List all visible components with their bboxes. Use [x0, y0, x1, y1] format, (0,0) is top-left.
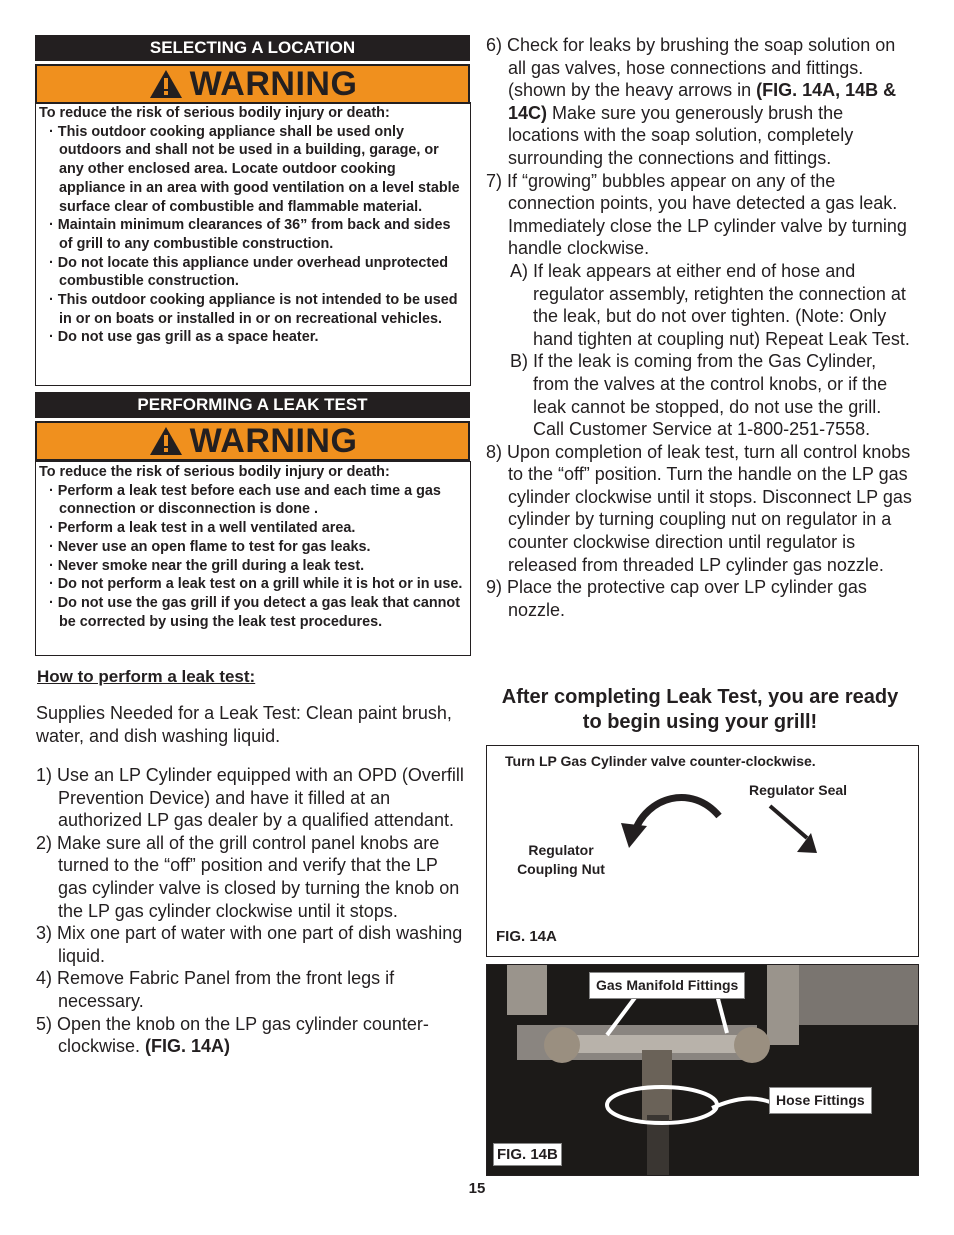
warning-item: · Maintain minimum clearances of 36” from back and sides of grill to any combustible construction. [49, 217, 451, 252]
supplies-paragraph: Supplies Needed for a Leak Test: Clean paint brush, water, and dish washing liquid. [36, 703, 452, 746]
warning-item: · Do not perform a leak test on a grill while it is hot or in use. [49, 576, 463, 593]
steps-list-left [36, 764, 464, 1058]
warning-banner-1 [35, 64, 470, 104]
warning-item: · Do not locate this appliance under overhead unprotected combustible construction. [49, 254, 448, 290]
page-number: 15 [468, 1180, 486, 1197]
step-item: 7) If “growing” bubbles appear on any of the connection points, you have detected a gas leak. Immediately close the LP cylinder valve by turning handle clockwise. [486, 170, 907, 259]
figure-14a [486, 745, 919, 957]
step-5-text: 5) Open the knob on the LP gas cylinder counter-clockwise. [36, 1013, 429, 1057]
step-subitem: A) If leak appears at either end of hose and regulator assembly, retighten the connection at the leak, but do not over tighten. (Note: Only hand tighten at coupling nut) Repeat Leak Test. [510, 260, 910, 349]
regulator-seal-label: Regulator Seal [749, 782, 848, 798]
warning-item: · Do not use the gas grill if you detect a gas leak that cannot be corrected by using the leak test procedures. [49, 594, 461, 630]
warning-box-leak-test [35, 461, 471, 656]
section-title-leak-test: PERFORMING A LEAK TEST [35, 392, 470, 418]
warning-word: WARNING [189, 64, 358, 103]
step-item: 2) Make sure all of the grill control panel knobs are turned to the “off” position and verify that the LP gas cylinder valve is closed by turning the knob on the LP gas cylinder clockwise until it stops. [36, 832, 460, 921]
step-item: 1) Use an LP Cylinder equipped with an OPD (Overfill Prevention Device) and have it filled at an authorized LP gas dealer by a qualified attendant. [36, 765, 464, 831]
step-subitem: B) If the leak is coming from the Gas Cylinder, from the valves at the control knobs, or if the leak cannot be stopped, do not use the grill. Call Customer Service at 1-800-251-7558. [510, 351, 888, 440]
warning-item: · Perform a leak test in a well ventilated area. [49, 520, 356, 537]
steps-list-right [486, 34, 914, 621]
gas-manifold-label: Gas Manifold Fittings [589, 972, 745, 999]
step-item: 9) Place the protective cap over LP cylinder gas nozzle. [486, 577, 867, 620]
hose-fittings-label: Hose Fittings [769, 1087, 872, 1114]
step-item [486, 34, 914, 170]
step-6-figref: (FIG. 14A, 14B & 14C) [508, 80, 897, 123]
step-item: 3) Mix one part of water with one part of dish washing liquid. [36, 923, 463, 966]
fig14a-caption: Turn LP Gas Cylinder valve counter-clockwise. [505, 753, 816, 769]
warning-triangle-icon [148, 68, 184, 100]
warning-item: · This outdoor cooking appliance shall be used only outdoors and shall not be used in a building, garage, or any other enclosed area. Locate outdoor cooking appliance in an area with good ventilation on a level stable surface clear of combustible and flammable material. [49, 123, 460, 215]
warning-box-location [35, 102, 471, 386]
rotation-arrow-icon [617, 776, 837, 876]
warning-intro: To reduce the risk of serious bodily injury or death: [39, 464, 390, 480]
closing-statement: After completing Leak Test, you are ready to begin using your grill! [501, 686, 899, 733]
step-item: 4) Remove Fabric Panel from the front legs if necessary. [36, 968, 395, 1011]
warning-item: · Never smoke near the grill during a leak test. [49, 557, 365, 574]
warning-word: WARNING [189, 421, 358, 460]
warning-item: · Perform a leak test before each use and each time a gas connection or disconnection is done . [49, 482, 441, 518]
warning-banner-2 [35, 421, 470, 461]
figure-14b [486, 964, 919, 1176]
warning-item: · This outdoor cooking appliance is not intended to be used in or on boats or installed in or on recreational vehicles. [49, 292, 458, 327]
step-6-text-a: 6) Check for leaks by brushing the soap solution on all gas valves, hose connections and fittings. (shown by the heavy arrows in [486, 35, 896, 101]
step-5-figref: (FIG. 14A) [145, 1036, 231, 1057]
coupling-nut-label: Regulator Coupling Nut [517, 842, 605, 877]
step-item: 8) Upon completion of leak test, turn all control knobs to the “off” position. Turn the handle on the LP gas cylinder clockwise until it stops. Disconnect LP gas cylinder by turning coupling nut on regulator in a counter clockwise direction until regulator is released from threaded LP cylinder gas nozzle. [486, 441, 912, 575]
step-6-text-b: Make sure you generously brush the locations with the soap solution, completely surrounding the connections and fittings. [508, 102, 854, 168]
step-item [36, 1013, 464, 1058]
howto-heading: How to perform a leak test: [37, 667, 256, 686]
warning-triangle-icon [148, 425, 184, 457]
fig14b-label: FIG. 14B [493, 1143, 562, 1166]
warning-item: · Do not use gas grill as a space heater. [49, 329, 319, 346]
warning-item: · Never use an open flame to test for gas leaks. [49, 538, 371, 555]
fig14a-label: FIG. 14A [496, 928, 557, 945]
warning-intro: To reduce the risk of serious bodily injury or death: [39, 105, 390, 121]
section-title-selecting-location: SELECTING A LOCATION [35, 35, 470, 61]
